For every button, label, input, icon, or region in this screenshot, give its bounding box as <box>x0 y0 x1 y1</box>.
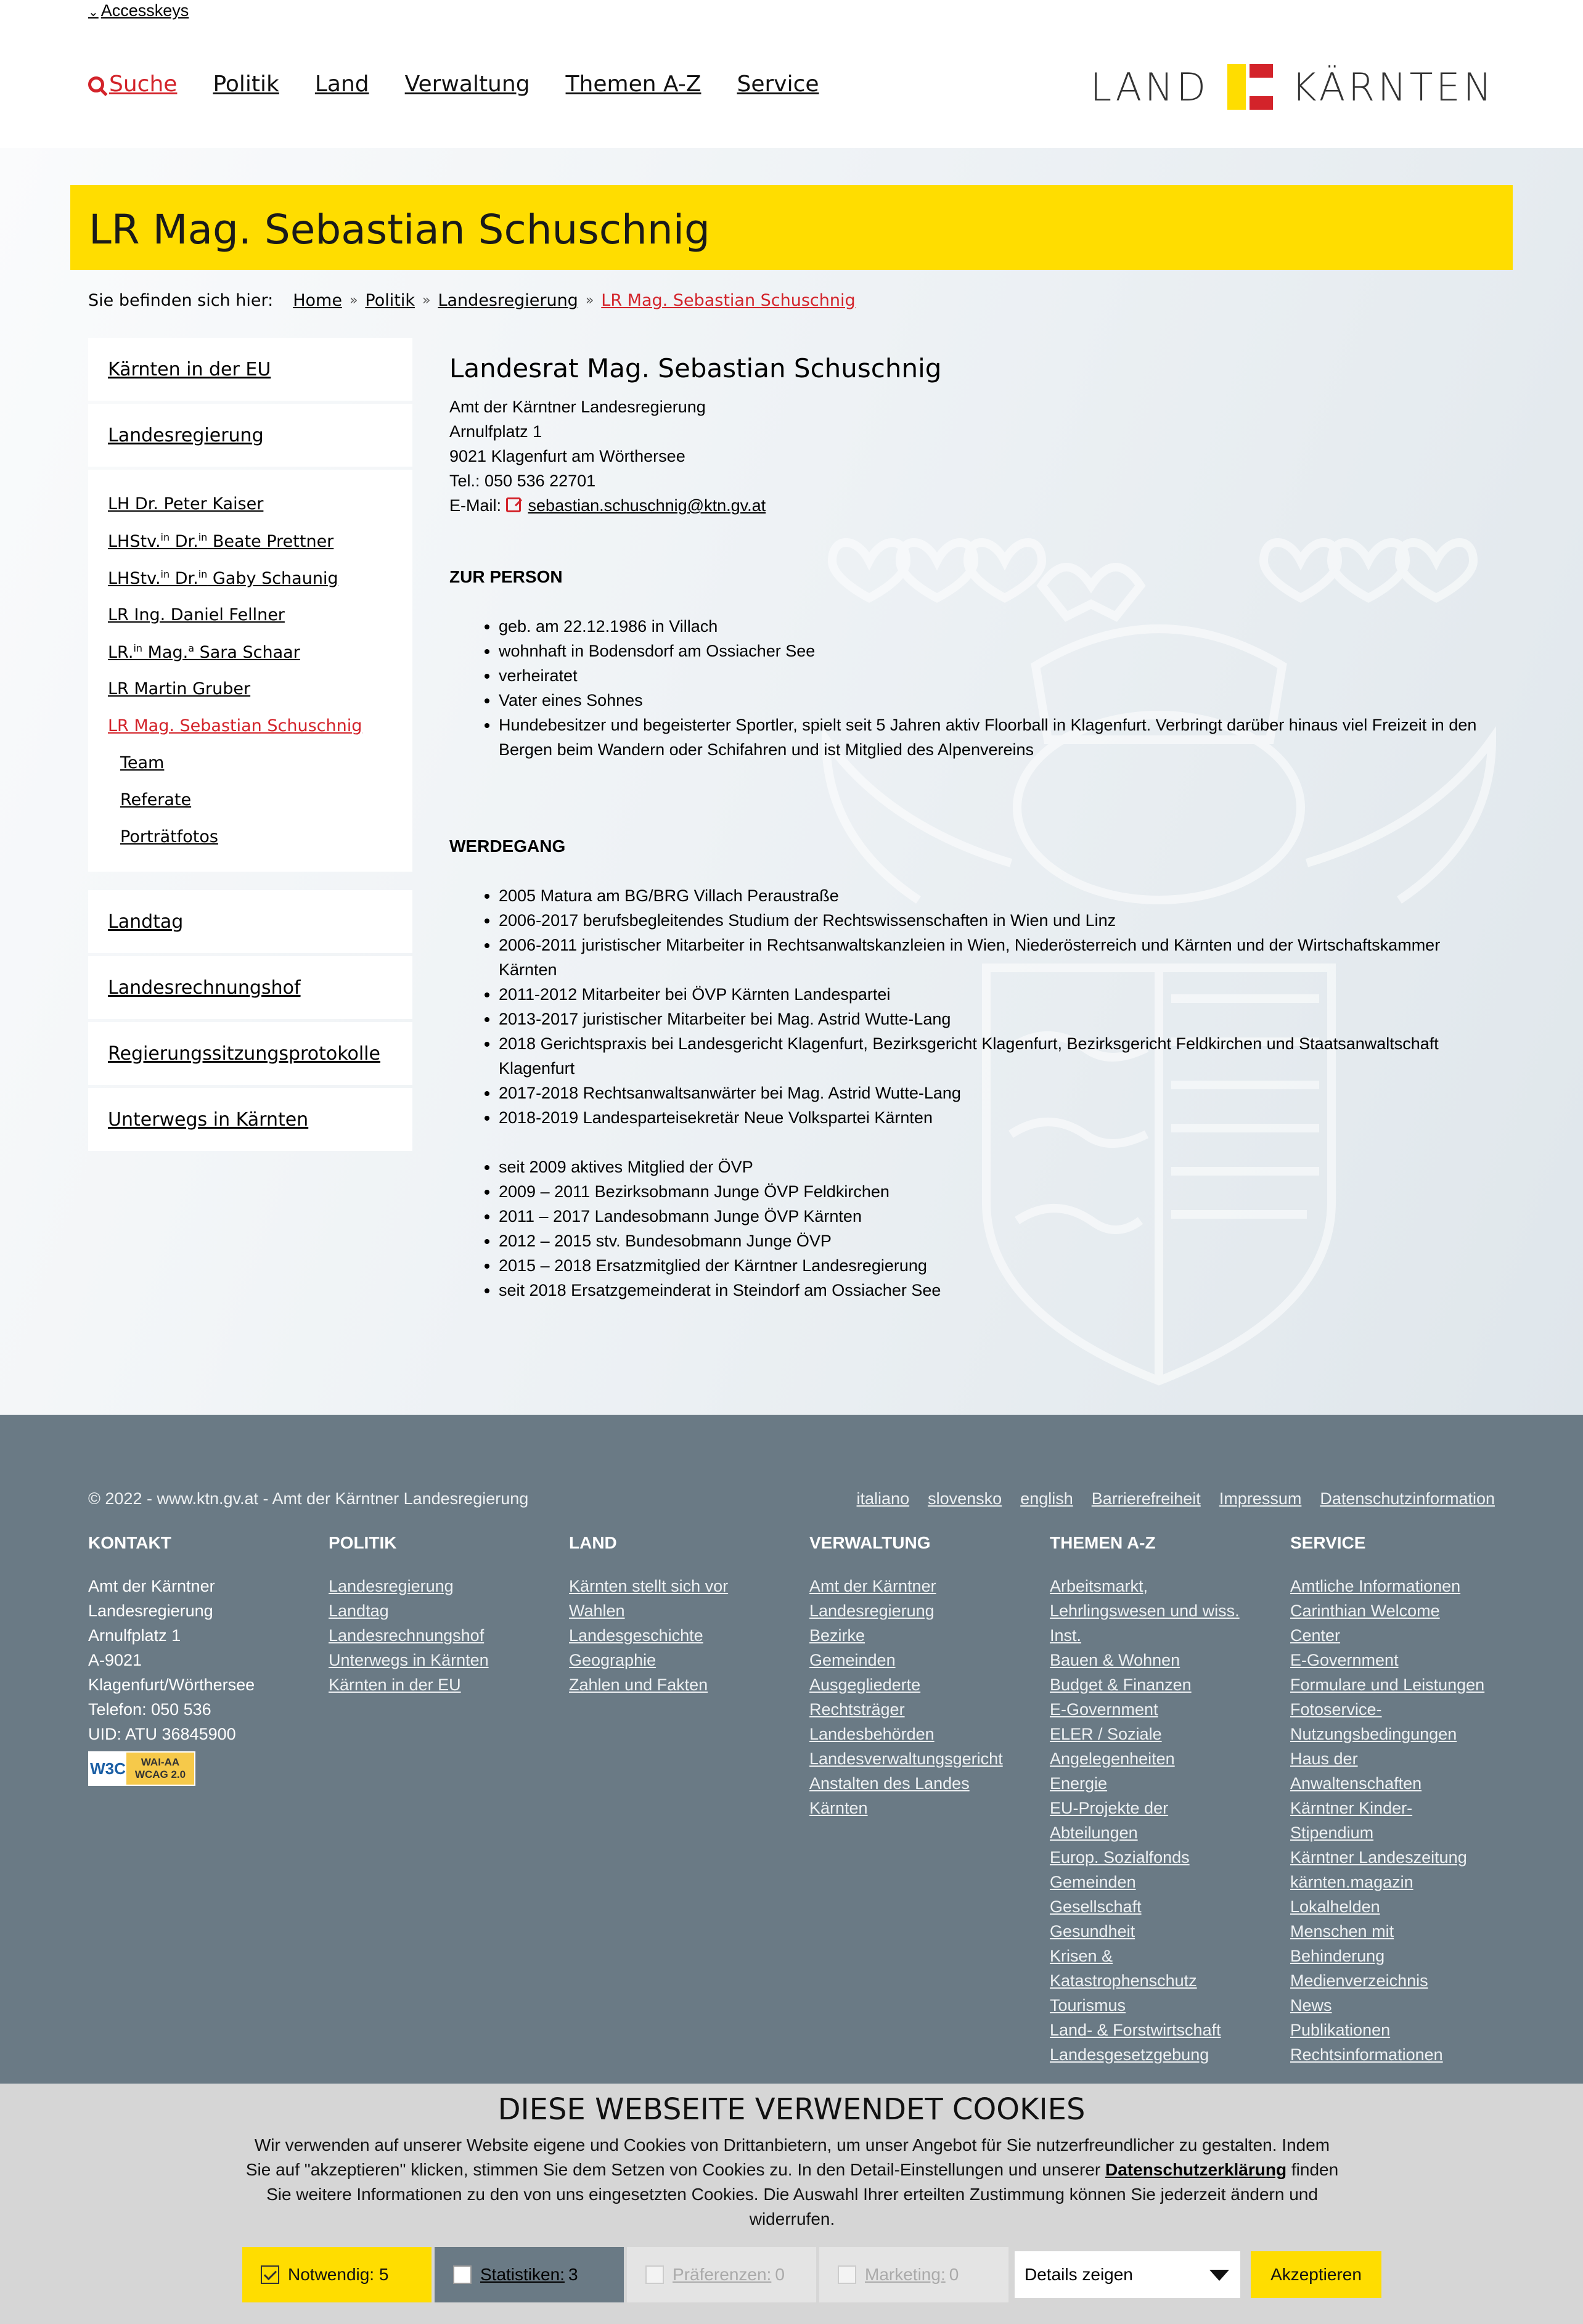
list-item: • Hundebesitzer und begeisterter Sportler, spielt seit 5 Jahren aktiv Floorball in Klagenfurt. Verbringt darüber hinaus viel Freizeit in den Bergen beim Wandern oder Schifahren und ist Mitglied des Alpenvereins <box>499 713 1497 762</box>
person-list <box>449 614 1497 762</box>
list-item: • wohnhaft in Bodensdorf am Ossiacher See <box>499 639 1497 663</box>
footer-col-themen: THEMEN A-Z Arbeitsmarkt, Lehrlingswesen und wiss. Inst. Bauen & Wohnen Budget & Finanzen E-Government ELER / Soziale Angelegenheiten Energie EU-Projekte der Abteilungen Europ. Sozialfonds Gemeinden Gesellschaft Gesundheit Krisen & Katastrophenschutz Tourismus Land- & Forstwirtschaft Landesgesetzgebung <box>1050 1537 1284 2067</box>
footer-links <box>857 1489 1495 1508</box>
nav-themen[interactable]: Themen A-Z <box>565 72 702 97</box>
list-item: • verheiratet <box>499 663 1497 688</box>
page-title: LR Mag. Sebastian Schuschnig <box>89 206 710 253</box>
footer-link[interactable]: Fotoservice- <box>1290 1700 1382 1719</box>
list-item: • 2012 – 2015 stv. Bundesobmann Junge ÖVP <box>499 1229 1497 1253</box>
footer-link[interactable]: Kärntner Landeszeitung <box>1290 1848 1467 1867</box>
footer-link-barrierefreiheit[interactable]: Barrierefreiheit <box>1091 1489 1201 1508</box>
footer-link[interactable]: Rechtsträger <box>809 1700 905 1719</box>
list-item: • 2018 Gerichtspraxis bei Landesgericht Klagenfurt, Bezirksgericht Klagenfurt, Bezirksgericht Feldkirchen und Staatsanwaltschaft Klagenfurt <box>499 1031 1497 1081</box>
footer-link[interactable]: Lehrlingswesen und wiss. <box>1050 1602 1240 1620</box>
list-item: • 2017-2018 Rechtsanwaltsanwärter bei Mag. Astrid Wutte-Lang <box>499 1081 1497 1105</box>
content-heading: Landesrat Mag. Sebastian Schuschnig <box>449 353 942 383</box>
sidebar-item-referate[interactable]: Referate <box>120 790 192 809</box>
footer-link[interactable]: Landesgeschichte <box>569 1626 703 1645</box>
footer-link-datenschutz[interactable]: Datenschutzinformation <box>1320 1489 1495 1508</box>
cookie-necessary-checkbox[interactable]: Notwendig: 5 <box>242 2247 432 2302</box>
footer-link[interactable]: Landesgesetzgebung <box>1050 2045 1209 2064</box>
footer-link[interactable]: Anwaltenschaften <box>1290 1774 1422 1793</box>
site-footer <box>0 1415 1583 2121</box>
footer-link[interactable]: Energie <box>1050 1774 1108 1793</box>
chevron-right-icon: » <box>422 293 431 308</box>
checkbox-icon <box>645 2265 664 2284</box>
footer-link[interactable]: Stipendium <box>1290 1823 1374 1842</box>
chevron-down-icon: ⌄ <box>88 6 99 19</box>
footer-col-politik: POLITIK Landesregierung Landtag Landesrechnungshof Unterwegs in Kärnten Kärnten in der EU <box>329 1537 563 1697</box>
footer-link[interactable]: Kärnten in der EU <box>329 1675 461 1694</box>
footer-col-land: LAND Kärnten stellt sich vor Wahlen Landesgeschichte Geographie Zahlen und Fakten <box>569 1537 803 1697</box>
sidebar-nav <box>88 338 412 1154</box>
breadcrumb: Sie befinden sich hier: Home » Politik » Landesregierung » LR Mag. Sebastian Schuschnig <box>88 291 856 310</box>
breadcrumb-politik[interactable]: Politik <box>365 291 415 310</box>
chevron-down-icon <box>1209 2270 1229 2281</box>
section-heading-person: ZUR PERSON <box>449 567 563 586</box>
footer-col-service: SERVICE Amtliche Informationen Carinthian Welcome Center E-Government Formulare und Leistungen Fotoservice- Nutzungsbedingungen Haus der Anwaltenschaften Kärntner Kinder- Stipendium Kärntner Landeszeitung kärnten.magazin Lokalhelden Menschen mit Behinderung Medienverzeichnis News Publikationen Rechtsinformationen <box>1290 1537 1524 2067</box>
sidebar-item-kaiser[interactable]: LH Dr. Peter Kaiser <box>108 494 264 513</box>
list-item: • 2013-2017 juristischer Mitarbeiter bei Mag. Astrid Wutte-Lang <box>499 1007 1497 1031</box>
footer-link[interactable]: Amtliche Informationen <box>1290 1577 1461 1595</box>
footer-link[interactable]: ELER / Soziale <box>1050 1725 1162 1743</box>
sidebar-item-rechnungshof: Landesrechnungshof <box>88 956 412 1019</box>
sidebar-item-schuschnig[interactable]: LR Mag. Sebastian Schuschnig <box>108 716 362 735</box>
breadcrumb-current[interactable]: LR Mag. Sebastian Schuschnig <box>601 291 856 310</box>
sidebar-submenu <box>88 470 412 872</box>
cookie-preferences-checkbox[interactable]: Präferenzen: 0 <box>627 2247 816 2302</box>
external-link-icon <box>506 497 521 512</box>
party-list <box>449 1155 1497 1303</box>
privacy-link[interactable]: Datenschutzerklärung <box>1105 2160 1287 2179</box>
career-list <box>449 883 1497 1130</box>
footer-link[interactable]: Publikationen <box>1290 2021 1391 2039</box>
footer-link-english[interactable]: english <box>1020 1489 1073 1508</box>
sidebar-item-protokolle: Regierungssitzungsprotokolle <box>88 1022 412 1085</box>
sidebar-item-schaunig[interactable]: LHStv.$^{in}$ Dr.$^{in}$ Gaby Schaunig <box>108 568 338 588</box>
footer-link[interactable]: Bezirke <box>809 1626 865 1645</box>
cookie-controls <box>242 2247 1381 2302</box>
accept-button[interactable]: Akzeptieren <box>1251 2251 1381 2298</box>
footer-link[interactable]: Landesbehörden <box>809 1725 935 1743</box>
footer-link[interactable]: Landesregierung <box>809 1602 935 1620</box>
main-nav <box>88 72 819 97</box>
list-item: • Vater eines Sohnes <box>499 688 1497 713</box>
footer-link[interactable]: Gemeinden <box>1050 1873 1136 1891</box>
breadcrumb-home[interactable]: Home <box>293 291 342 310</box>
cookie-statistics-checkbox[interactable]: Statistiken: 3 <box>435 2247 624 2302</box>
footer-link[interactable]: Landesrechnungshof <box>329 1626 485 1645</box>
cookie-banner <box>0 2084 1583 2324</box>
footer-link[interactable]: Rechtsinformationen <box>1290 2045 1443 2064</box>
footer-link[interactable]: Angelegenheiten <box>1050 1749 1175 1768</box>
sidebar-item-unterwegs: Unterwegs in Kärnten <box>88 1088 412 1151</box>
checkbox-checked-icon <box>261 2265 279 2284</box>
footer-link[interactable]: Anstalten des Landes <box>809 1774 970 1793</box>
list-item: • seit 2018 Ersatzgemeinderat in Steindorf am Ossiacher See <box>499 1278 1497 1303</box>
breadcrumb-landesregierung[interactable]: Landesregierung <box>438 291 578 310</box>
footer-link-impressum[interactable]: Impressum <box>1219 1489 1302 1508</box>
list-item: • seit 2009 aktives Mitglied der ÖVP <box>499 1155 1497 1179</box>
nav-service[interactable]: Service <box>737 72 819 97</box>
main-content <box>449 353 1497 1303</box>
footer-link[interactable]: Land- & Forstwirtschaft <box>1050 2021 1221 2039</box>
email-link[interactable]: sebastian.schuschnig@ktn.gv.at <box>528 496 766 515</box>
footer-link[interactable]: Tourismus <box>1050 1996 1126 2015</box>
search-icon <box>88 76 104 92</box>
sidebar-item-portraetfotos[interactable]: Porträtfotos <box>120 827 218 846</box>
chevron-right-icon: » <box>349 293 358 308</box>
footer-link[interactable]: Gesellschaft <box>1050 1897 1142 1916</box>
sidebar-item-prettner[interactable]: LHStv.$^{in}$ Dr.$^{in}$ Beate Prettner <box>108 531 334 551</box>
footer-link[interactable]: Landtag <box>329 1602 389 1620</box>
sidebar-item-team[interactable]: Team <box>120 753 165 772</box>
footer-link[interactable]: Gesundheit <box>1050 1922 1135 1941</box>
sidebar-item-fellner[interactable]: LR Ing. Daniel Fellner <box>108 605 285 624</box>
footer-link[interactable]: Nutzungsbedingungen <box>1290 1725 1457 1743</box>
footer-link[interactable]: Wahlen <box>569 1602 625 1620</box>
footer-link[interactable]: News <box>1290 1996 1332 2015</box>
footer-link-italiano[interactable]: italiano <box>856 1489 910 1508</box>
footer-link[interactable]: Kärnten stellt sich vor <box>569 1577 729 1595</box>
list-item: • 2011 – 2017 Landesobmann Junge ÖVP Kärnten <box>499 1204 1497 1229</box>
footer-link[interactable]: Amt der Kärntner <box>809 1577 936 1595</box>
list-item: • 2006-2017 berufsbegleitendes Studium der Rechtswissenschaften in Wien und Linz <box>499 908 1497 933</box>
nav-search[interactable]: Suche <box>88 72 177 97</box>
footer-link[interactable]: E-Government <box>1050 1700 1158 1719</box>
details-select[interactable]: Details zeigen <box>1015 2251 1240 2298</box>
address: Amt der Kärntner Landesregierung Arnulfplatz 1 9021 Klagenfurt am Wörthersee Tel.: 050 536 22701 E-Mail: sebastian.schuschnig@ktn.gv.at <box>449 398 766 515</box>
footer-link[interactable]: Budget & Finanzen <box>1050 1675 1192 1694</box>
footer-link[interactable]: Bauen & Wohnen <box>1050 1651 1180 1669</box>
footer-col-verwaltung: VERWALTUNG Amt der Kärntner Landesregierung Bezirke Gemeinden Ausgegliederte Rechtsträger Landesbehörden Landesverwaltungsgericht Anstalten des Landes Kärnten <box>809 1537 1044 1820</box>
list-item: • 2009 – 2011 Bezirksobmann Junge ÖVP Feldkirchen <box>499 1179 1497 1204</box>
footer-link[interactable]: Gemeinden <box>809 1651 896 1669</box>
footer-link[interactable]: Haus der <box>1290 1749 1358 1768</box>
footer-link-slovensko[interactable]: slovensko <box>928 1489 1002 1508</box>
sidebar-item-eu: Kärnten in der EU <box>88 338 412 401</box>
footer-link[interactable]: Kärnten <box>809 1799 868 1817</box>
footer-link[interactable]: E-Government <box>1290 1651 1399 1669</box>
footer-col-kontakt: KONTAKT Amt der Kärntner Landesregierung Arnulfplatz 1 A-9021 Klagenfurt/Wörthersee Telefon: 050 536 UID: ATU 36845900 W3C WAI-AA WCAG 2.0 <box>88 1537 322 1786</box>
list-item: • 2011-2012 Mitarbeiter bei ÖVP Kärnten Landespartei <box>499 982 1497 1007</box>
list-item: • 2006-2011 juristischer Mitarbeiter in Rechtsanwaltskanzleien in Wien, Niederösterreich und Kärnten und der Wirtschaftskammer Kärnten <box>499 933 1497 982</box>
footer-link[interactable]: Formulare und Leistungen <box>1290 1675 1485 1694</box>
checkbox-icon <box>453 2265 472 2284</box>
site-logo[interactable]: LAND KÄRNTEN <box>1090 64 1495 110</box>
footer-link[interactable]: Abteilungen <box>1050 1823 1138 1842</box>
sidebar-item-landesregierung: Landesregierung <box>88 404 412 467</box>
wcag-badge[interactable]: W3C WAI-AA WCAG 2.0 <box>88 1751 195 1786</box>
main-area <box>0 148 1583 1415</box>
sidebar-item-landtag: Landtag <box>88 890 412 953</box>
list-item: • geb. am 22.12.1986 in Villach <box>499 614 1497 639</box>
list-item: • 2005 Matura am BG/BRG Villach Peraustraße <box>499 883 1497 908</box>
footer-link[interactable]: Landesverwaltungsgericht <box>809 1749 1003 1768</box>
cookie-marketing-checkbox[interactable]: Marketing: 0 <box>819 2247 1008 2302</box>
page-title-banner <box>70 185 1513 270</box>
footer-link[interactable]: Lokalhelden <box>1290 1897 1380 1916</box>
cookie-text: Wir verwenden auf unserer Website eigene und Cookies von Drittanbietern, um unser Angebot für Sie nutzerfreundlicher zu gestalten. Indem Sie auf "akzeptieren" klicken, stimmen Sie dem Setzen von Cookies zu. In den Detail-Einstellungen und unserer Datenschutzerklärung finden Sie weitere Informationen zu den von uns eingesetzten Cookies. Die Auswahl Ihrer erteilten Zustimmung können Sie jederzeit ändern und widerrufen. <box>245 2135 1339 2228</box>
sidebar-item-schaar[interactable]: LR.$^{in}$ Mag.$^a$ Sara Schaar <box>108 642 300 662</box>
logo-mark-icon <box>1227 64 1273 110</box>
accesskeys-link[interactable]: ⌄ Accesskeys <box>88 1 189 20</box>
nav-politik[interactable]: Politik <box>213 72 279 97</box>
footer-link[interactable]: EU-Projekte der <box>1050 1799 1169 1817</box>
footer-link[interactable]: kärnten.magazin <box>1290 1873 1413 1891</box>
footer-link[interactable]: Unterwegs in Kärnten <box>329 1651 489 1669</box>
footer-link[interactable]: Geographie <box>569 1651 657 1669</box>
list-item: • 2015 – 2018 Ersatzmitglied der Kärntner Landesregierung <box>499 1253 1497 1278</box>
footer-link[interactable]: Europ. Sozialfonds <box>1050 1848 1190 1867</box>
cookie-title: DIESE WEBSEITE VERWENDET COOKIES <box>497 2092 1086 2127</box>
footer-link[interactable]: Landesregierung <box>329 1577 454 1595</box>
nav-verwaltung[interactable]: Verwaltung <box>404 72 530 97</box>
list-item: • 2018-2019 Landesparteisekretär Neue Volkspartei Kärnten <box>499 1105 1497 1130</box>
footer-link[interactable]: Menschen mit <box>1290 1922 1394 1941</box>
footer-link[interactable]: Katastrophenschutz <box>1050 1971 1197 1990</box>
footer-link[interactable]: Behinderung <box>1290 1947 1385 1965</box>
nav-land[interactable]: Land <box>314 72 369 97</box>
site-header <box>0 0 1583 148</box>
footer-link[interactable]: Zahlen und Fakten <box>569 1675 708 1694</box>
footer-link[interactable]: Medienverzeichnis <box>1290 1971 1428 1990</box>
section-heading-werdegang: WERDEGANG <box>449 837 566 856</box>
sidebar-item-gruber[interactable]: LR Martin Gruber <box>108 679 251 698</box>
footer-link[interactable]: Krisen & <box>1050 1947 1113 1965</box>
copyright: © 2022 - www.ktn.gv.at - Amt der Kärntner Landesregierung <box>88 1489 529 1508</box>
footer-link[interactable]: Kärntner Kinder- <box>1290 1799 1413 1817</box>
footer-link[interactable]: Ausgegliederte <box>809 1675 921 1694</box>
chevron-right-icon: » <box>585 293 594 308</box>
footer-link[interactable]: Carinthian Welcome <box>1290 1602 1440 1620</box>
footer-link[interactable]: Center <box>1290 1626 1341 1645</box>
checkbox-icon <box>838 2265 856 2284</box>
footer-link[interactable]: Arbeitsmarkt, <box>1050 1577 1148 1595</box>
footer-link[interactable]: Inst. <box>1050 1626 1082 1645</box>
